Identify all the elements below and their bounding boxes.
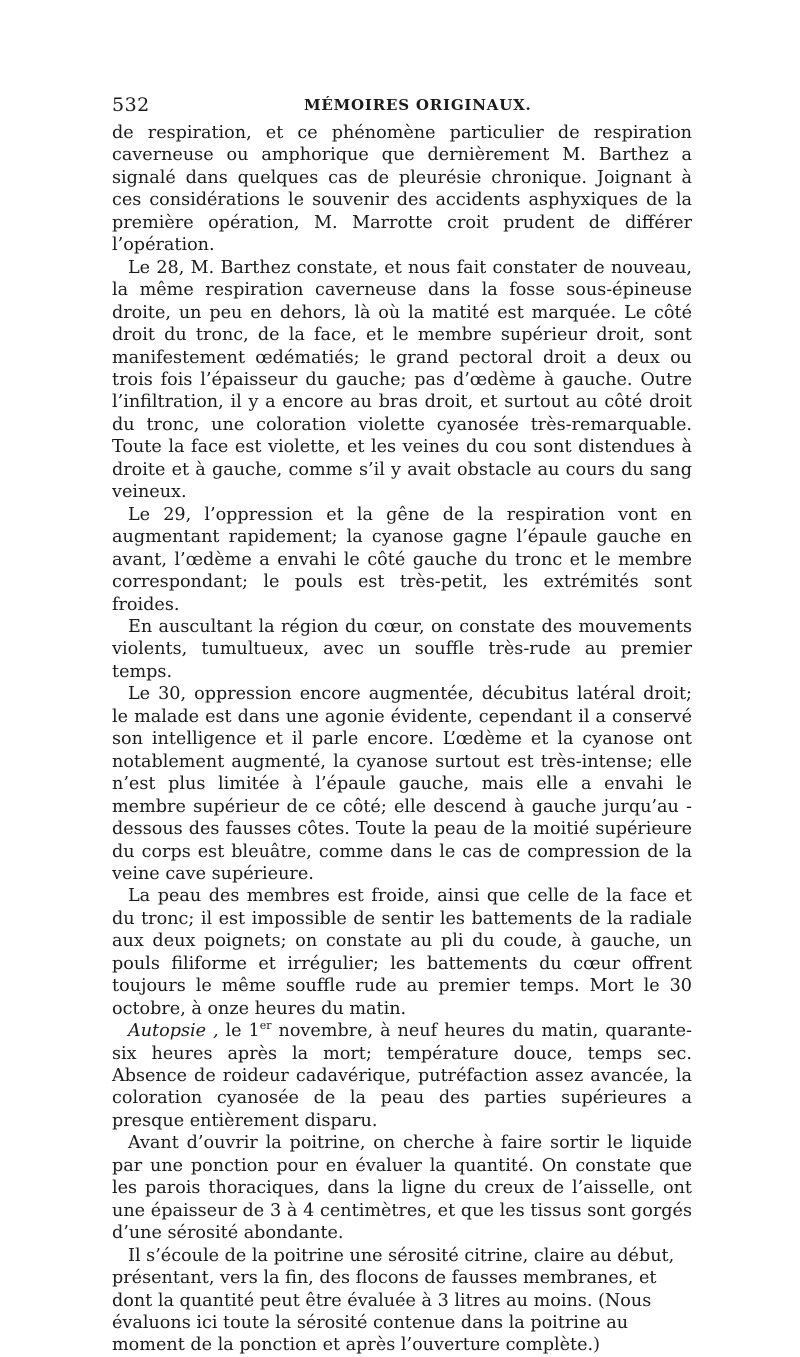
autopsy-label: Autopsie ,	[128, 1021, 219, 1042]
page-header	[112, 94, 692, 122]
paragraph: Le 30, oppression encore augmentée, décubitus latéral droit; le malade est dans une agonie évidente, cependant il a conservé son intelligence et il parle encore. L’œdème et la cyanose ont notablement augmenté, la cyanose surtout est très-intense; elle n’est plus limitée à l’épaule gauche, mais elle a envahi le membre supérieur de ce côté; elle descend à gauche jurqu’au - dessous des fausses côtes. Toute la peau de la moitié supérieure du corps est bleuâtre, comme dans le cas de compression de la veine cave supérieure.	[112, 684, 692, 884]
page-number: 532	[112, 94, 150, 116]
paragraph: de respiration, et ce phénomène particulier de respiration caverneuse ou amphorique que dernièrement M. Barthez a signalé dans quelques cas de pleurésie chronique. Joignant à ces considérations le souvenir des accidents asphyxiques de la première opération, M. Marrotte croit prudent de différer l’opération.	[112, 123, 692, 256]
paragraph: Il s’écoule de la poitrine une sérosité citrine, claire au début, présentant, vers la fin, des flocons de fausses membranes, et dont la quantité peut être évaluée à 3 litres au moins. (Nous évaluons ici toute la sérosité contenue dans la poitrine au moment de la ponction et après l’ouverture complète.)	[112, 1245, 675, 1356]
document-page	[112, 94, 692, 1357]
paragraph: Le 29, l’oppression et la gêne de la respiration vont en augmentant rapidement; la cyanose gagne l’épaule gauche en avant, l’œdème a envahi le côté gauche du tronc et le membre correspondant; le pouls est très-petit, les extrémités sont froides.	[112, 504, 692, 615]
paragraph: Avant d’ouvrir la poitrine, on cherche à faire sortir le liquide par une ponction pour en évaluer la quantité. On constate que les parois thoraciques, dans la ligne du creux de l’aisselle, ont une épaisseur de 3 à 4 centimètres, et que les tissus sont gorgés d’une sérosité abondante.	[112, 1133, 692, 1244]
running-title: MÉMOIRES ORIGINAUX.	[304, 96, 532, 114]
autopsy-date: le 1	[218, 1021, 260, 1042]
paragraph: Le 28, M. Barthez constate, et nous fait constater de nouveau, la même respiration caverneuse dans la fosse sous-épineuse droite, un peu en dehors, là où la matité est marquée. Le côté droit du tronc, de la face, et le membre supérieur droit, sont manifestement œdématiés; le grand pectoral droit a deux ou trois fois l’épaisseur du gauche; pas d’œdème à gauche. Outre l’infiltration, il y a encore au bras droit, et surtout au côté droit du tronc, une coloration violette cyanosée très-remarquable. Toute la face est violette, et les veines du cou sont distendues à droite et à gauche, comme s’il y avait obstacle au cours du sang veineux.	[112, 257, 692, 503]
autopsy-date-sup: er	[259, 1019, 272, 1033]
body-text	[112, 122, 692, 1357]
paragraph: La peau des membres est froide, ainsi que celle de la face et du tronc; il est impossible de sentir les battements de la radiale aux deux poignets; on constate au pli du coude, à gauche, un pouls filiforme et irrégulier; les battements du cœur offrent toujours le même souffle rude au premier temps. Mort le 30 octobre, à onze heures du matin.	[112, 886, 692, 1019]
paragraph: En auscultant la région du cœur, on constate des mouvements violents, tumultueux, avec un souffle très-rude au premier temps.	[112, 616, 692, 682]
autopsy-paragraph	[112, 1020, 692, 1132]
autopsy-text: novembre, à neuf heures du matin, quarante-six heures après la mort; température douce, temps sec. Absence de roideur cadavérique, putréfaction assez avancée, la coloration cyanosée de la peau des parties supérieures a presque entièrement disparu.	[112, 1021, 693, 1131]
